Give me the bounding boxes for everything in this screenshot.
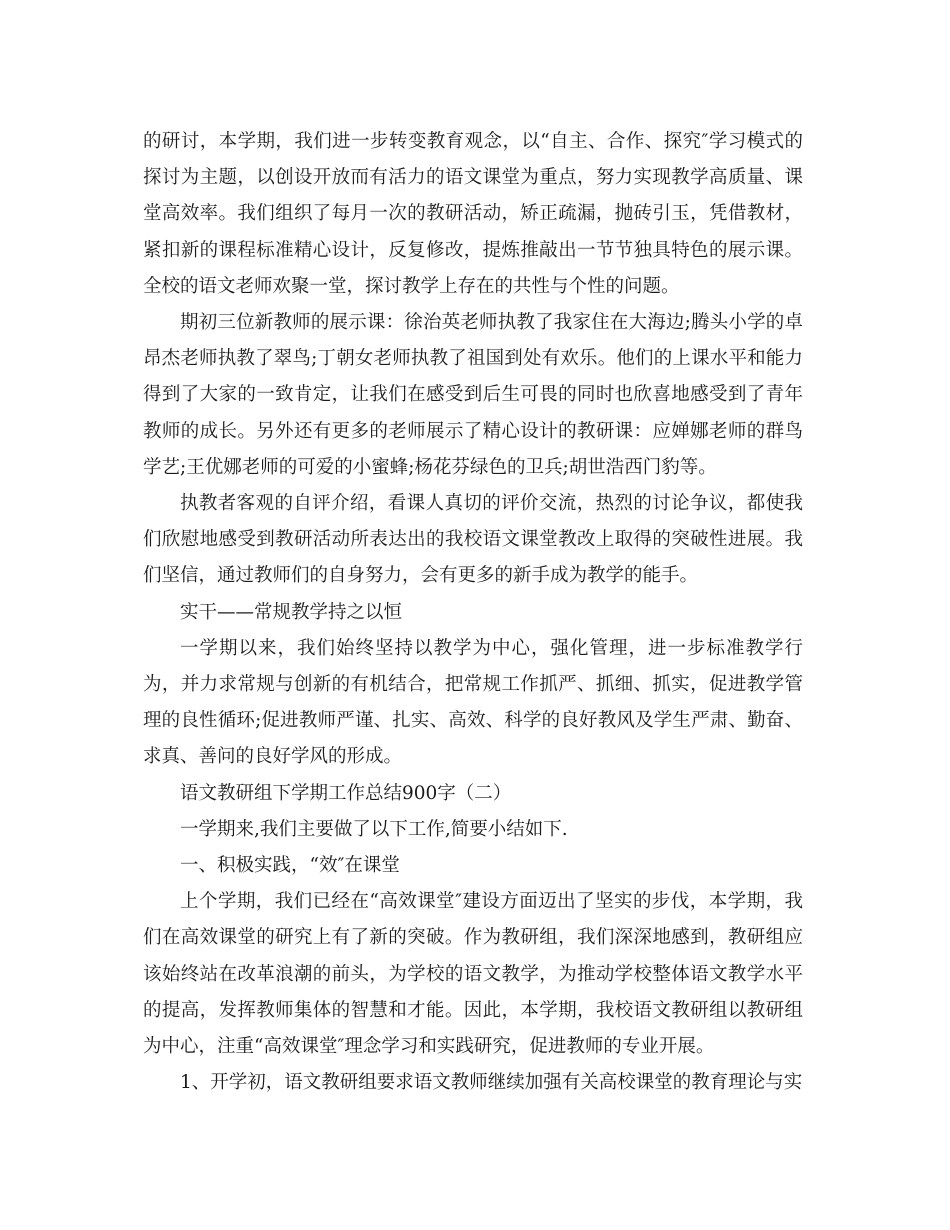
section-heading-shigan: 实干——常规教学持之以恒 <box>180 601 403 623</box>
document-body <box>143 124 803 1101</box>
paragraph-1: 的研讨，本学期，我们进一步转变教育观念，以“自主、合作、探究″学习模式的探讨为主题，以创设开放而有活力的语文课堂为重点，努力实现教学高质量、课堂高效率。我们组织了每月一次的教研活动，矫正疏漏，抛砖引玉，凭借教材，紧扣新的课程标准精心设计，反复修改，提炼推敲出一节节独具特色的展示课。全校的语文老师欢聚一堂，探讨教学上存在的共性与个性的问题。 <box>143 131 803 297</box>
document-title-part-2: 语文教研组下学期工作总结900字（二） <box>180 782 512 804</box>
section-heading-1: 一、积极实践，“效″在课堂 <box>180 855 400 877</box>
paragraph-10: 1、开学初，语文教研组要求语文教师继续加强有关高校课堂的教育理论与实 <box>180 1072 803 1094</box>
paragraph-7: 一学期来,我们主要做了以下工作,简要小结如下. <box>180 818 568 840</box>
paragraph-2: 期初三位新教师的展示课：徐治英老师执教了我家住在大海边;腾头小学的卓昂杰老师执教了翠鸟;丁朝女老师执教了祖国到处有欢乐。他们的上课水平和能力得到了大家的一致肯定，让我们在感受到后生可畏的同时也欣喜地感受到了青年教师的成长。另外还有更多的老师展示了精心设计的教研课：应婵娜老师的群鸟学艺;王优娜老师的可爱的小蜜蜂;杨花芬绿色的卫兵;胡世浩西门豹等。 <box>143 312 803 478</box>
paragraph-9: 上个学期，我们已经在“高效课堂″建设方面迈出了坚实的步伐，本学期，我们在高效课堂的研究上有了新的突破。作为教研组，我们深深地感到，教研组应该始终站在改革浪潮的前头，为学校的语文教学，为推动学校整体语文教学水平的提高，发挥教师集体的智慧和才能。因此，本学期，我校语文教研组以教研组为中心，注重“高效课堂″理念学习和实践研究，促进教师的专业开展。 <box>143 891 803 1058</box>
paragraph-3: 执教者客观的自评介绍，看课人真切的评价交流，热烈的讨论争议，都使我们欣慰地感受到教研活动所表达出的我校语文课堂教改上取得的突破性进展。我们坚信，通过教师们的自身努力，会有更多的新手成为教学的能手。 <box>143 493 803 587</box>
paragraph-5: 一学期以来，我们始终坚持以教学为中心，强化管理，进一步标准教学行为，并力求常规与创新的有机结合，把常规工作抓严、抓细、抓实，促进教学管理的良性循环;促进教师严谨、扎实、高效、科学的良好教风及学生严肃、勤奋、求真、善问的良好学风的形成。 <box>143 637 803 768</box>
